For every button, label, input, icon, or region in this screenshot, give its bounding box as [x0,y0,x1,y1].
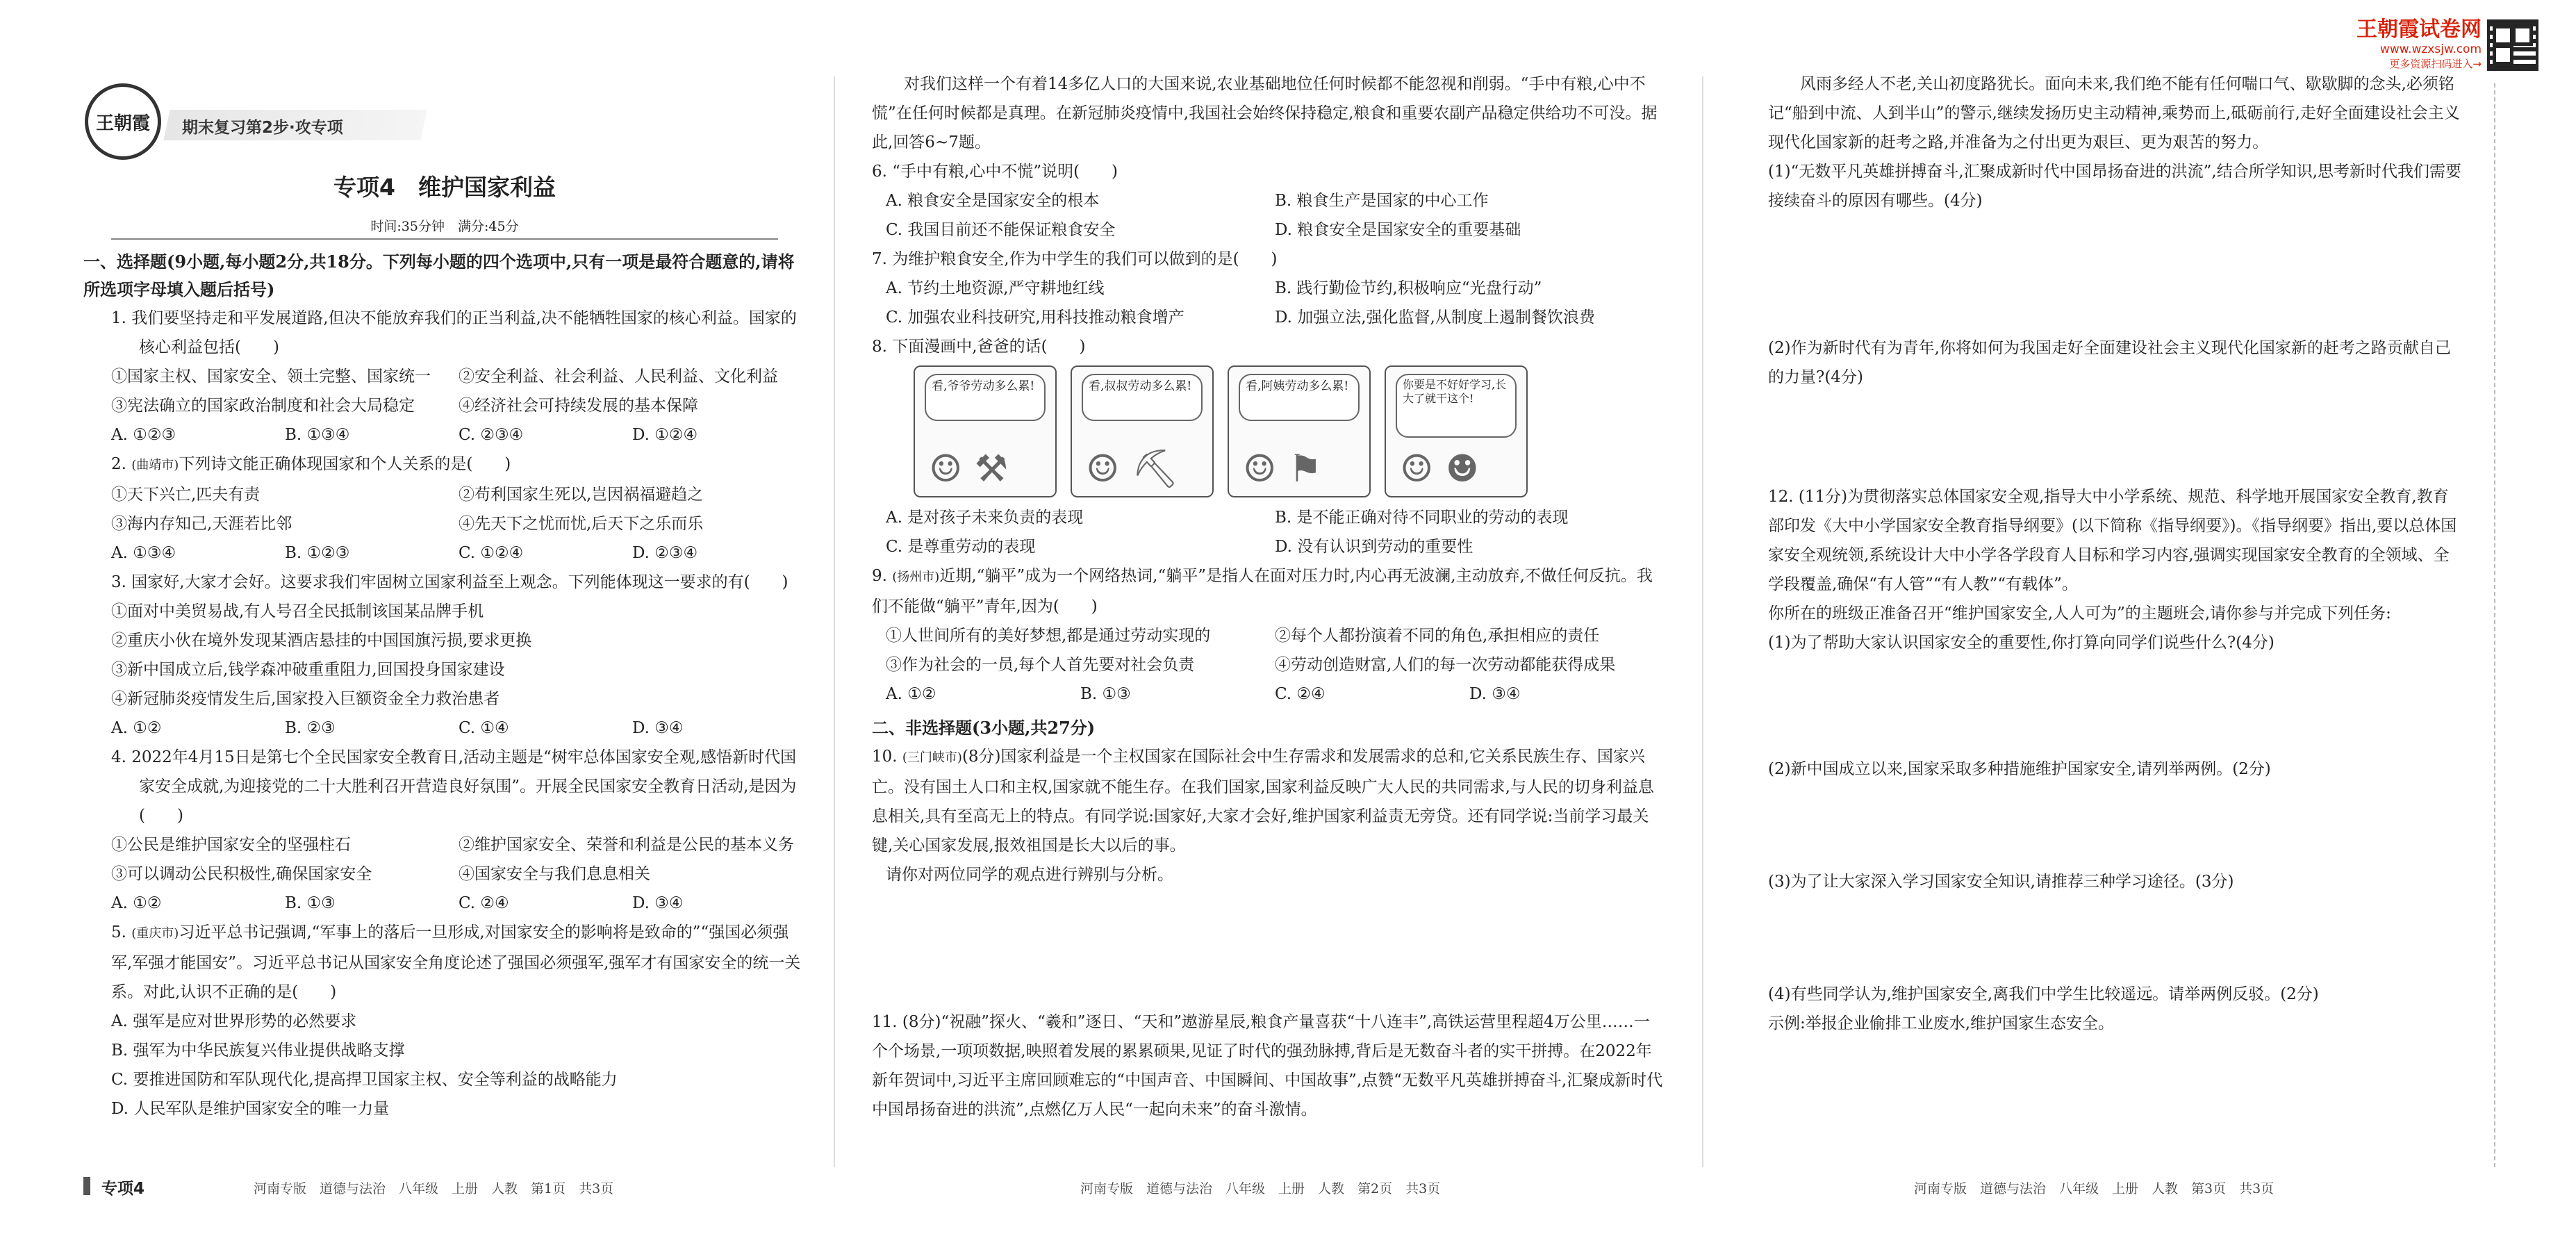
q9-stmt: ①人世间所有的美好梦想,都是通过劳动实现的 [886,627,1211,645]
binding-line [2494,83,2495,1167]
q6-option-b[interactable]: B. 粮食生产是国家的中心工作 [1275,192,1489,210]
q1-stmt: ③宪法确立的国家政治制度和社会大局稳定 [111,397,415,415]
q5-stem-text: 习近平总书记强调,“军事上的落后一旦形成,对国家安全的影响将是致命的”“强国必须强军,军强才能国安”。习近平总书记从国家安全角度论述了强国必须强军,强军才有国家安全的统一关系。对此,认识不正确的是( ) [111,923,801,1001]
q11-sub1: (1)“无数平凡英雄拼搏奋斗,汇聚成新时代中国昂扬奋进的洪流”,结合所学知识,思考新时代我们需要接续奋斗的原因有哪些。(4分) [1768,163,2462,210]
q1-stem: 1. 我们要坚持走和平发展道路,但决不能放弃我们的正当利益,决不能牺牲国家的核心利益。国家的核心利益包括( ) [111,309,797,356]
q5-tag: (重庆市) [131,926,179,941]
q3-stmt: ①面对中美贸易战,有人号召全民抵制该国某品牌手机 [111,602,484,620]
q2-stmt: ④先天下之忧而忧,后天下之乐而乐 [459,515,704,533]
q10-answer-space[interactable] [872,889,1664,1007]
figure-icon: ☺ ⚒ [929,447,1008,491]
q2-stmt: ③海内存知己,天涯若比邻 [111,515,292,533]
q9-stmt: ③作为社会的一员,每个人首先要对社会负责 [886,656,1195,674]
footer-page-1: 河南专版 道德与法治 八年级 上册 人教 第1页 共3页 [254,1181,614,1196]
column-3 [1768,69,2463,1038]
q6-option-d[interactable]: D. 粮食安全是国家安全的重要基础 [1275,221,1521,239]
brand-name: 王朝霞试卷网 [2356,17,2482,42]
banner-text: 期末复习第2步·攻专项 [182,119,343,137]
q10-score: (8分) [961,748,1001,766]
cartoon-panel [1228,365,1371,497]
q3-option-c[interactable]: C. ①④ [459,719,509,737]
q5-option-b[interactable]: B. 强军为中华民族复兴伟业提供战略支撑 [111,1042,405,1060]
q8-option-b[interactable]: B. 是不能正确对待不同职业的劳动的表现 [1275,509,1569,527]
q4-stem: 4. 2022年4月15日是第七个全民国家安全教育日,活动主题是“树牢总体国家安全观,感悟新时代国家安全成就,为迎接党的二十大胜利召开营造良好氛围”。开展全民国家安全教育日活动,是因为( ) [111,748,797,825]
figure-icon: ☺ ⛏ [1086,447,1180,491]
column-2 [872,69,1664,1124]
q4-option-b[interactable]: B. ①③ [285,894,336,912]
q2-stmts-a [83,480,806,509]
q4-option-d[interactable]: D. ③④ [632,894,684,912]
q11-continued: 风雨多经人不老,关山初度路犹长。面向未来,我们绝不能有任何喘口气、歇歇脚的念头,必须铭记“船到中流、人到半山”的警示,继续发扬历史主动精神,乘势而上,砥砺前行,走好全面建设社会主义现代化国家新的赶考之路,并准备为之付出更为艰巨、更为艰苦的努力。 [1768,75,2460,151]
q2-stem-text: 下列诗文能正确体现国家和个人关系的是( ) [179,455,511,473]
logo [85,83,161,160]
q6-options-b [872,215,1664,245]
q1-stmt: ②安全利益、社会利益、人民利益、文化利益 [459,368,778,386]
q8-option-d[interactable]: D. 没有认识到劳动的重要性 [1275,538,1473,556]
q12-sub2: (2)新中国成立以来,国家采取多种措施维护国家安全,请列举两例。(2分) [1768,760,2271,778]
q12-text: 12. (11分)为贯彻落实总体国家安全观,指导大中小学系统、规范、科学地开展国家安全教育,教育部印发《大中小学国家安全教育指导纲要》(以下简称《指导纲要》)。《指导纲要》指出,要以总体国家安全观统领,系统设计大中小学各学段育人目标和学习内容,强调实现国家安全教育的全领域、全学段覆盖,确保“有人管”“有人教”“有载体”。 [1768,488,2457,593]
q5-stem: 5. (重庆市)习近平总书记强调,“军事上的落后一旦形成,对国家安全的影响将是致命的”“强国必须强军,军强才能国安”。习近平总书记从国家安全角度论述了强国必须强军,强军才有国家安全的统一关系。对此,认识不正确的是( ) [111,923,801,1001]
q9-option-a[interactable]: A. ①② [886,685,936,703]
cartoon-panel [1071,365,1214,497]
speech-bubble: 看,爷爷劳动多么累! [925,374,1046,421]
qr-code-icon[interactable] [2487,19,2538,71]
footer-page-2: 河南专版 道德与法治 八年级 上册 人教 第2页 共3页 [1080,1181,1441,1196]
q9-option-c[interactable]: C. ②④ [1275,685,1326,703]
q1-stmts-a [83,362,806,391]
speech-bubble: 你要是不好好学习,长大了就干这个! [1396,374,1517,438]
q2-option-d[interactable]: D. ②③④ [632,544,698,562]
q9-options [872,680,1664,709]
q3-stmt: ②重庆小伙在境外发现某酒店悬挂的中国国旗污损,要求更换 [111,632,532,650]
q2-options [83,538,806,568]
q2-stmts-b [83,509,806,538]
q10-body: 国家利益是一个主权国家在国际社会中生存需求和发展需求的总和,它关系民族生存、国家兴亡。没有国土人口和主权,国家就不能生存。在我们国家,国家利益反映广大人民的共同需求,与人民的切身利益息息相关,具有至高无上的特点。有同学说:国家好,大家才会好,维护国家利益责无旁贷。还有同学说:当前学习最关键,关心国家发展,报效祖国是长大以后的事。 [872,748,1654,855]
q8-stem: 8. 下面漫画中,爸爸的话( ) [872,338,1086,356]
footer-page-3: 河南专版 道德与法治 八年级 上册 人教 第3页 共3页 [1914,1181,2274,1196]
q3-stmt: ④新冠肺炎疫情发生后,国家投入巨额资金全力救治患者 [111,690,500,708]
q9-stmt: ④劳动创造财富,人们的每一次劳动都能获得成果 [1275,656,1616,674]
q8-cartoon-strip [872,365,1664,497]
q4-stmt: ③可以调动公民积极性,确保国家安全 [111,865,372,883]
q1-stmt: ①国家主权、国家安全、领土完整、国家统一 [111,368,431,386]
logo-text: 王朝霞 [95,113,150,134]
exam-meta: 时间:35分钟 满分:45分 [111,215,778,240]
q11-sub2: (2)作为新时代有为青年,你将如何为我国走好全面建设社会主义现代化国家新的赶考之路贡献自己的力量?(4分) [1768,339,2451,386]
q6-option-c[interactable]: C. 我国目前还不能保证粮食安全 [886,221,1116,239]
q4-option-c[interactable]: C. ②④ [459,894,509,912]
brand-more: 更多资源扫码进入→ [2389,58,2482,70]
q12-sub3-answer-space[interactable] [1768,896,2463,980]
q2-option-b[interactable]: B. ①②③ [285,544,350,562]
q11-sub2-answer-space[interactable] [1768,392,2463,482]
q12-example: 示例:举报企业偷排工业废水,维护国家生态安全。 [1768,1014,2115,1032]
column-divider [834,76,835,1167]
section-1-title: 一、选择题(9小题,每小题2分,共18分。下列每小题的四个选项中,只有一项是最符合题意的,请将所选项字母填入题后括号) [83,252,795,299]
q2-stmt: ②苟利国家生死以,岂因祸福避趋之 [459,486,704,504]
q4-options [83,889,806,918]
q5-option-d[interactable]: D. 人民军队是维护国家安全的唯一力量 [111,1100,390,1118]
q2-option-a[interactable]: A. ①③④ [111,544,176,562]
q5-option-a[interactable]: A. 强军是应对世界形势的必然要求 [111,1012,357,1030]
q12-sub1-answer-space[interactable] [1768,657,2463,755]
q8-options-a [872,503,1664,532]
q3-option-a[interactable]: A. ①② [111,719,162,737]
q6-option-a[interactable]: A. 粮食安全是国家安全的根本 [886,192,1100,210]
q4-stmts-a [83,830,806,859]
q8-option-a[interactable]: A. 是对孩子未来负责的表现 [886,509,1084,527]
q9-option-d[interactable]: D. ③④ [1469,685,1521,703]
q3-options [83,714,806,743]
q8-option-c[interactable]: C. 是尊重劳动的表现 [886,538,1036,556]
q1-option-c[interactable]: C. ②③④ [459,426,524,444]
footer-label: 专项4 [101,1180,145,1198]
q10-ask: 请你对两位同学的观点进行辨别与分析。 [886,866,1173,884]
cartoon-panel [914,365,1057,497]
cartoon-panel [1385,365,1528,497]
q6-options-a [872,186,1664,215]
q3-stmt: ③新中国成立后,钱学森冲破重重阻力,回国投身国家建设 [111,661,505,679]
q7-option-d[interactable]: D. 加强立法,强化监督,从制度上遏制餐饮浪费 [1275,308,1595,327]
q2-option-c[interactable]: C. ①②④ [459,544,524,562]
q1-options [83,420,806,450]
q3-option-b[interactable]: B. ②③ [285,719,336,737]
q8-options-b [872,532,1664,561]
footer-label-box [83,1177,90,1195]
speech-bubble: 看,叔叔劳动多么累! [1082,374,1203,421]
q12-sub4: (4)有些同学认为,维护国家安全,离我们中学生比较遥远。请举两例反驳。(2分) [1768,985,2319,1003]
figure-icon: ☺ ☻ [1400,447,1479,491]
q12-task: 你所在的班级正准备召开“维护国家安全,人人可为”的主题班会,请你参与并完成下列任务: [1768,604,2391,623]
q4-stmts-b [83,859,806,889]
q12-sub3: (3)为了让大家深入学习国家安全知识,请推荐三种学习途径。(3分) [1768,873,2234,891]
q9-stem-text: 近期,“躺平”成为一个网络热词,“躺平”是指人在面对压力时,内心再无波澜,主动放弃,不做任何反抗。我们不能做“躺平”青年,因为( ) [872,567,1653,616]
q4-option-a[interactable]: A. ①② [111,894,162,912]
passage-6-7: 对我们这样一个有着14多亿人口的大国来说,农业基础地位任何时候都不能忽视和削弱。“手中有粮,心中不慌”在任何时候都是真理。在新冠肺炎疫情中,我国社会始终保持稳定,粮食和重要农副产品稳定供给功不可没。据此,回答6~7题。 [872,75,1658,151]
q12-sub2-answer-space[interactable] [1768,784,2463,867]
q4-stmt: ④国家安全与我们息息相关 [459,865,650,883]
q3-stem: 3. 国家好,大家才会好。这要求我们牢固树立国家利益至上观念。下列能体现这一要求的有( ) [111,573,789,591]
q12-sub1: (1)为了帮助大家认识国家安全的重要性,你打算向同学们说些什么?(4分) [1768,634,2274,652]
q1-stmts-b [83,391,806,420]
q7-stem: 7. 为维护粮食安全,作为中学生的我们可以做到的是( ) [872,250,1278,268]
column-divider [1702,76,1703,1167]
q3-option-d[interactable]: D. ③④ [632,719,684,737]
q10-text: 10. (三门峡市)(8分)国家利益是一个主权国家在国际社会中生存需求和发展需求的总和,它关系民族生存、国家兴亡。没有国土人口和主权,国家就不能生存。在我们国家,国家利益反映广大人民的共同需求,与人民的切身利益息息相关,具有至高无上的特点。有同学说:国家好,大家才会好,维护国家利益责无旁贷。还有同学说:当前学习最关键,关心国家发展,报效祖国是长大以后的事。 [872,748,1654,855]
brand-url[interactable]: www.wzxsjw.com [2379,42,2482,56]
q10-tag: (三门峡市) [902,750,962,765]
page-title: 专项4 维护国家利益 [333,174,556,201]
q5-option-c[interactable]: C. 要推进国防和军队现代化,提高捍卫国家主权、安全等利益的战略能力 [111,1071,618,1089]
q4-stmt: ②维护国家安全、荣誉和利益是公民的基本义务 [459,836,794,854]
q1-option-d[interactable]: D. ①②④ [632,426,698,444]
brand-block [2343,18,2482,71]
q1-stmt: ④经济社会可持续发展的基本保障 [459,397,698,415]
q9-stmts-b [872,650,1664,680]
q1-option-a[interactable]: A. ①②③ [111,426,176,444]
q7-option-c[interactable]: C. 加强农业科技研究,用科技推动粮食增产 [886,308,1184,327]
q11-sub1-answer-space[interactable] [1768,215,2463,334]
q9-stem: 9. (扬州市)近期,“躺平”成为一个网络热词,“躺平”是指人在面对压力时,内心再无波澜,主动放弃,不做任何反抗。我们不能做“躺平”青年,因为( ) [872,567,1653,616]
figure-icon: ☺ ⚑ [1243,447,1322,491]
q4-stmt: ①公民是维护国家安全的坚强柱石 [111,836,351,854]
q9-option-b[interactable]: B. ①③ [1080,685,1131,703]
q7-options-b [872,303,1664,332]
q7-option-a[interactable]: A. 节约土地资源,严守耕地红线 [886,279,1105,297]
speech-bubble: 看,阿姨劳动多么累! [1239,374,1360,421]
section-2-title: 二、非选择题(3小题,共27分) [872,718,1096,738]
q2-stmt: ①天下兴亡,匹夫有责 [111,486,261,504]
q9-stmts-a [872,621,1664,650]
q9-stmt: ②每个人都扮演着不同的角色,承担相应的责任 [1275,627,1600,645]
q2-stem: 2. (曲靖市)下列诗文能正确体现国家和个人关系的是( ) [111,455,511,473]
q7-options-a [872,274,1664,303]
q1-option-b[interactable]: B. ①③④ [285,426,350,444]
q2-tag: (曲靖市) [131,458,179,472]
q6-stem: 6. “手中有粮,心中不慌”说明( ) [872,163,1118,181]
q11-text: 11. (8分)“祝融”探火、“羲和”逐日、“天和”遨游星辰,粮食产量喜获“十八连丰”,高铁运营里程超4万公里……一个个场景,一项项数据,映照着发展的累累硕果,见证了时代的强劲脉搏,背后是无数奋斗者的实干拼搏。在2022年新年贺词中,习近平主席回顾难忘的“中国声音、中国瞬间、中国故事”,点赞“无数平凡英雄拼搏奋斗,汇聚成新时代中国昂扬奋进的洪流”,点燃亿万人民“一起向未来”的奋斗激情。 [872,1013,1663,1119]
q9-tag: (扬州市) [892,570,940,584]
q7-option-b[interactable]: B. 践行勤俭节约,积极响应“光盘行动” [1275,279,1542,297]
column-1 [83,170,806,1123]
